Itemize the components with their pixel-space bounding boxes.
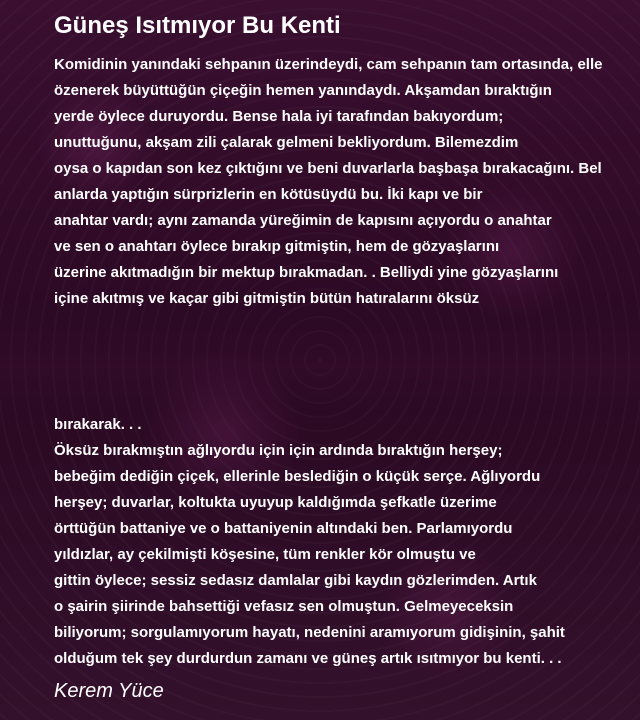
poem-author: Kerem Yüce xyxy=(54,680,164,702)
poem-line: biliyorum; sorgulamıyorum hayatı, nedenini aramıyorum gidişinin, şahit xyxy=(54,624,565,641)
poem-line: Komidinin yanındaki sehpanın üzerindeydi, cam sehpanın tam ortasında, elle xyxy=(54,56,603,73)
poem-line: herşey; duvarlar, koltukta uyuyup kaldığımda şefkatle üzerime xyxy=(54,494,497,511)
poem-line: örttüğün battaniye ve o battaniyenin altındaki ben. Parlamıyordu xyxy=(54,520,513,537)
poem-line: Öksüz bırakmıştın ağlıyordu için için ardında bıraktığın herşey; xyxy=(54,442,503,459)
poem-stanza-1 xyxy=(54,52,640,312)
poem-line: özenerek büyüttüğün çiçeğin hemen yanındaydı. Akşamdan bıraktığın xyxy=(54,82,552,99)
poem-line: anlarda yaptığın sürprizlerin en kötüsüydü bu. İki kapı ve bir xyxy=(54,186,483,203)
poem-line: yıldızlar, ay çekilmişti köşesine, tüm renkler kör olmuştu ve xyxy=(54,546,476,563)
poem-line: olduğum tek şey durdurdun zamanı ve güneş artık ısıtmıyor bu kenti. . . xyxy=(54,650,562,667)
poem-line: anahtar vardı; aynı zamanda yüreğimin de kapısını açıyordu o anahtar xyxy=(54,212,552,229)
poem-line: yerde öylece duruyordu. Bense hala iyi tarafından bakıyordum; xyxy=(54,108,504,125)
poem-line: o şairin şiirinde bahsettiği vefasız sen olmuştun. Gelmeyeceksin xyxy=(54,598,514,615)
poem-line: bırakarak. . . xyxy=(54,416,142,433)
poem-line: ve sen o anahtarı öylece bırakıp gitmiştin, hem de gözyaşlarını xyxy=(54,238,500,255)
poem-line: unuttuğunu, akşam zili çalarak gelmeni bekliyordum. Bilemezdim xyxy=(54,134,519,151)
poem-line: gittin öylece; sessiz sedasız damlalar gibi kaydın gözlerimden. Artık xyxy=(54,572,537,589)
poem-line: üzerine akıtmadığın bir mektup bırakmadan. . Belliydi yine gözyaşlarını xyxy=(54,264,559,281)
poem-stanza-2 xyxy=(54,412,640,672)
poem-line: bebeğim dediğin çiçek, ellerinle beslediğin o küçük serçe. Ağlıyordu xyxy=(54,468,541,485)
poem-line: içine akıtmış ve kaçar gibi gitmiştin bütün hatıralarını öksüz xyxy=(54,290,480,307)
section-divider xyxy=(0,320,640,410)
poem-line: oysa o kapıdan son kez çıktığını ve beni duvarlarla başbaşa bırakacağını. Bel xyxy=(54,160,602,177)
poem-title: Güneş Isıtmıyor Bu Kenti xyxy=(54,12,341,39)
